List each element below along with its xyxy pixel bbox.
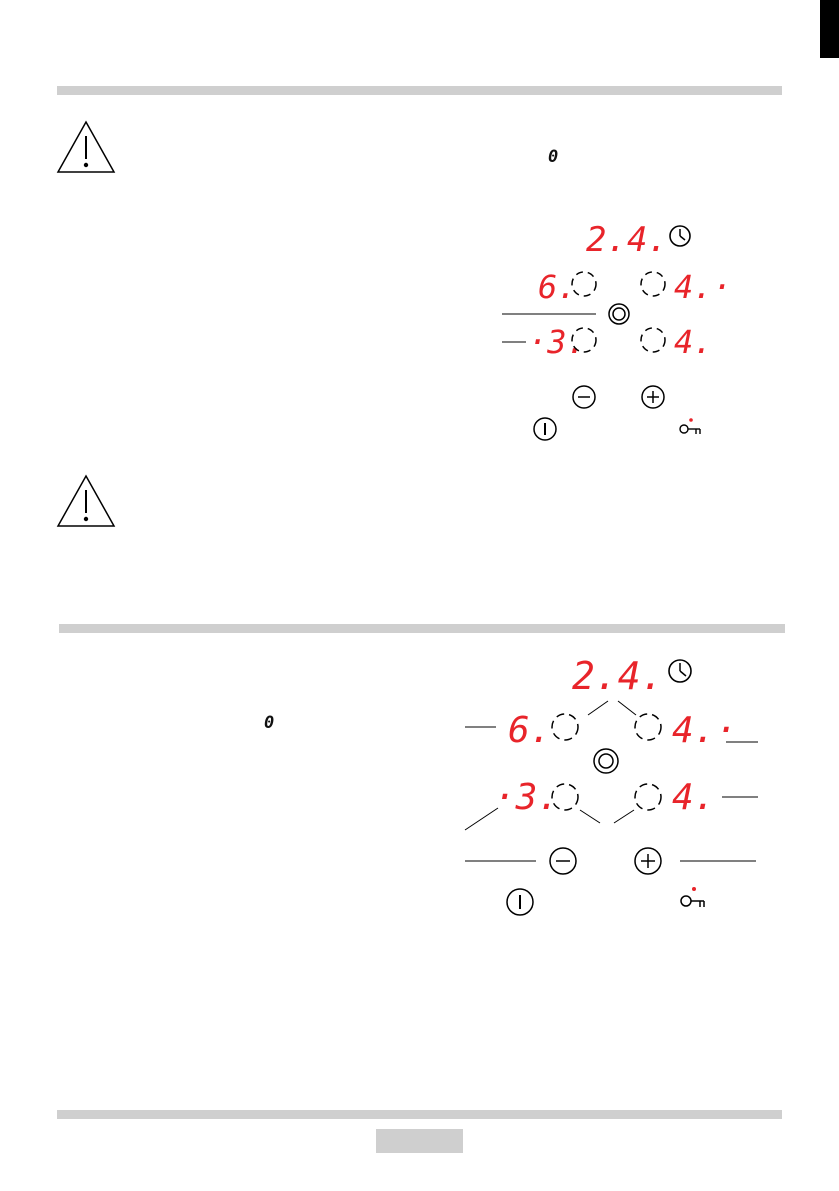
plus-icon[interactable] [642,386,664,408]
bridge-zone-icon[interactable] [594,749,618,773]
zone-rear-right-button[interactable] [635,784,661,810]
zone-front-left-level: 6. [538,268,577,306]
page-number-box [376,1129,463,1153]
key-lock-icon[interactable] [681,887,704,907]
zone-rear-left-level: ·3. [494,777,560,818]
zone-front-left-button[interactable] [552,714,578,740]
clock-icon[interactable] [669,660,691,682]
bridge-zone-icon[interactable] [609,304,629,324]
page-edge-tab [820,0,839,58]
zone-front-right-level: 4.· [674,268,732,306]
section-rule-middle [59,624,785,633]
timer-display: 2.4. [572,654,664,698]
zone-front-right-level: 4.· [672,710,738,751]
clock-icon[interactable] [670,226,690,246]
control-panel-diagram-labelled [462,645,762,915]
zone-rear-right-level: 4. [674,323,713,361]
zone-front-right-button[interactable] [635,714,661,740]
timer-display: 2.4. [586,220,668,260]
minus-icon[interactable] [573,386,595,408]
plus-icon[interactable] [635,848,661,874]
zone-rear-right-button[interactable] [641,328,665,352]
warning-triangle-icon [56,120,116,174]
inline-display-symbol: 0 [264,713,275,733]
section-rule-bottom [57,1110,782,1119]
control-panel-diagram [500,210,760,450]
zone-front-right-button[interactable] [641,272,665,296]
zone-front-left-level: 6. [508,710,552,751]
power-icon[interactable] [507,889,533,915]
key-lock-icon[interactable] [680,418,700,434]
zone-rear-right-level: 4. [672,777,716,818]
section-rule-top [57,86,782,95]
inline-display-symbol: 0 [548,147,559,167]
zone-rear-left-level: ·3. [528,323,586,361]
warning-triangle-icon [56,474,116,528]
minus-icon[interactable] [550,848,576,874]
power-icon[interactable] [534,418,556,440]
